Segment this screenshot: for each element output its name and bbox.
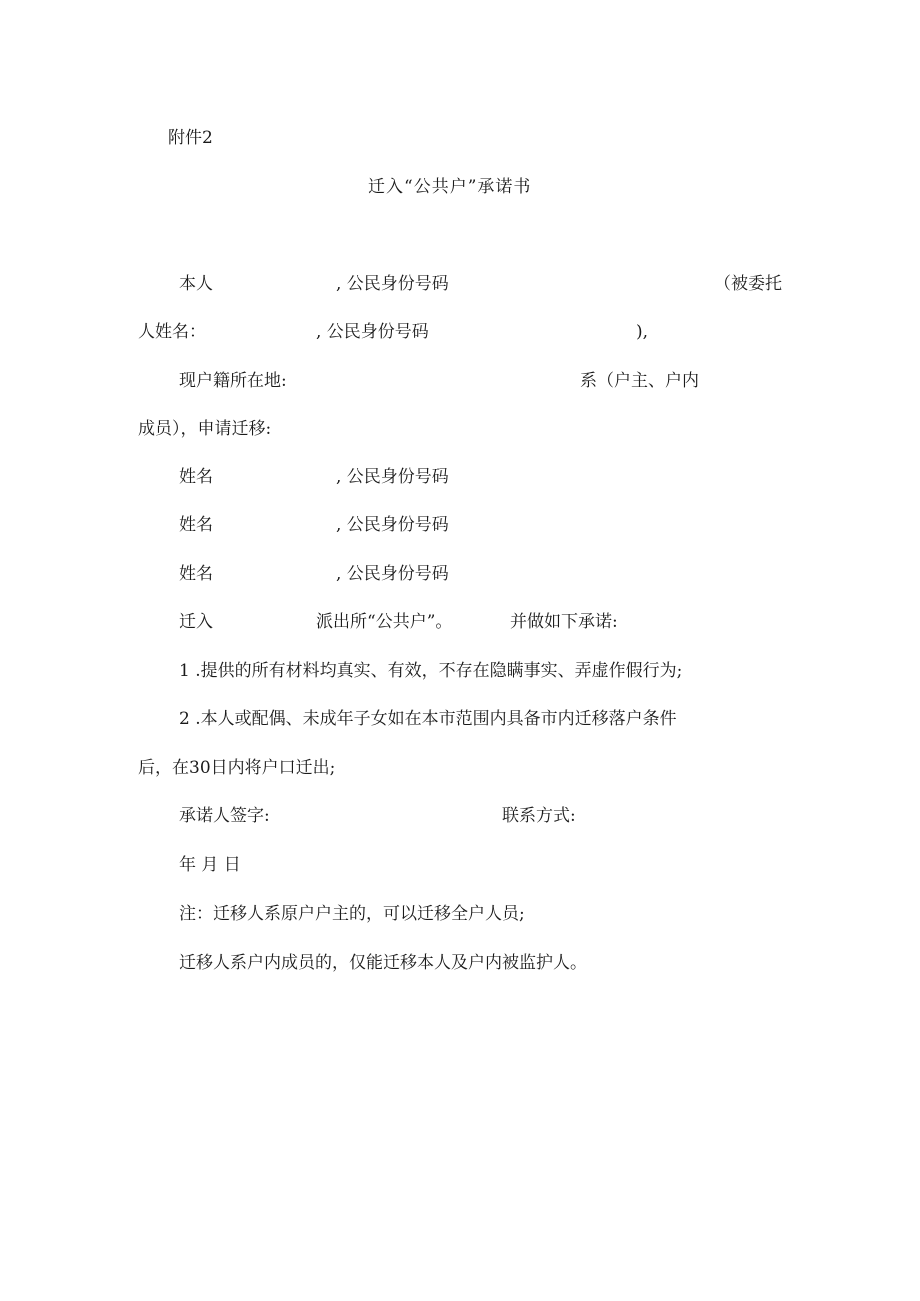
self-prefix: 本人 [179,274,213,294]
person-id-label: , 公民身份号码 [336,564,449,584]
delegate-close: ), [636,322,649,342]
signer-label: 承诺人签字: [179,806,270,826]
date-line: 年 月 日 [179,855,241,875]
person-id-label: , 公民身份号码 [336,467,449,487]
attachment-label: 附件2 [168,128,213,148]
person-name-label: 姓名 [179,515,213,535]
commitment-item: 1 .提供的所有材料均真实、有效，不存在隐瞒事实、弄虚作假行为; [179,661,683,681]
note-line: 注：迁移人系原户户主的，可以迁移全户人员; [179,904,525,924]
move-in-prefix: 迁入 [179,612,213,632]
document-title: 迁入“公共户”承诺书 [368,177,532,197]
delegate-id-label: , 公民身份号码 [316,322,429,342]
note-line: 迁移人系户内成员的，仅能迁移本人及户内被监护人。 [179,953,587,973]
delegate-open: （被委托 [714,274,782,294]
person-id-label: , 公民身份号码 [336,515,449,535]
commitment-item: 2 .本人或配偶、未成年子女如在本市范围内具备市内迁移落户条件 [179,709,677,729]
residence-relation: 系（户主、户内 [580,371,699,391]
person-name-label: 姓名 [179,467,213,487]
residence-label: 现户籍所在地: [179,371,287,391]
move-in-station: 派出所“公共户”。 [316,612,453,632]
commitment-continuation: 后，在30日内将户口迁出; [138,758,336,778]
move-in-promise: 并做如下承诺: [510,612,618,632]
person-name-label: 姓名 [179,564,213,584]
contact-label: 联系方式: [502,806,576,826]
delegate-name-label: 人姓名： [138,322,206,342]
self-id-label: , 公民身份号码 [336,274,449,294]
member-line: 成员），申请迁移: [138,419,272,439]
